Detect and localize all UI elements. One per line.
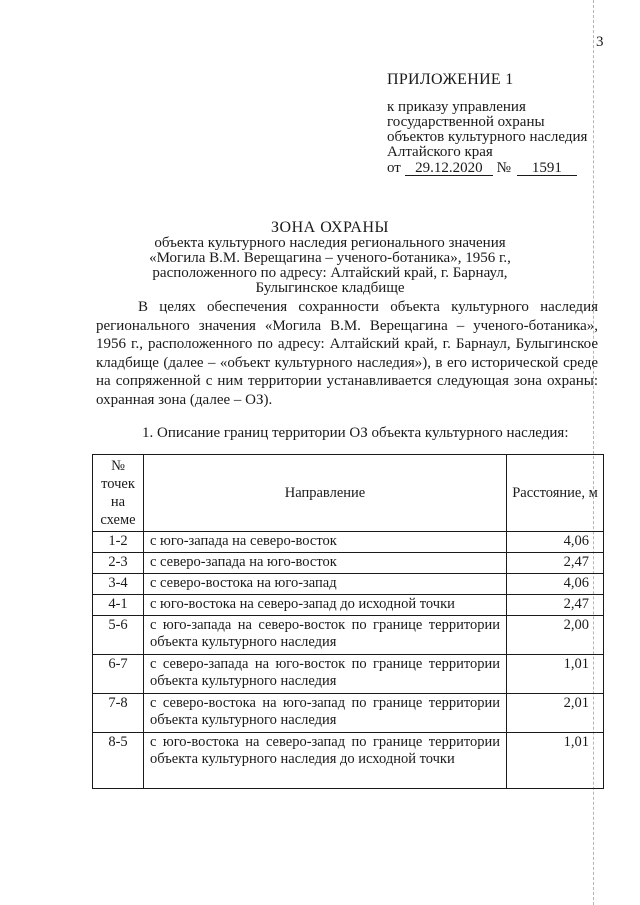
zone-heading [130,220,530,296]
header-distance: Расстояние, м [507,455,604,532]
zone-title: ЗОНА ОХРАНЫ [271,219,389,236]
section-title: 1. Описание границ территории ОЗ объекта культурного наследия: [142,425,569,441]
table-row [93,733,604,789]
cell-points: 5-6 [93,616,144,655]
appendix-block [387,72,587,176]
cell-points: 2-3 [93,553,144,574]
cell-points: 1-2 [93,532,144,553]
appendix-line: государственной охраны [387,114,545,130]
appendix-line: объектов культурного наследия [387,129,588,145]
cell-points: 8-5 [93,733,144,789]
cell-distance: 1,01 [507,733,604,789]
cell-distance: 1,01 [507,655,604,694]
zone-subtitle-line: Булыгинское кладбище [255,280,405,296]
intro-paragraph: В целях обеспечения сохранности объекта культурного наследия регионального значения «Могила В.М. Верещагина – ученого-ботаника», 1956 г., расположенного по адресу: Алтайский край, г. Барнаул, Булыгинское кладбище (далее – «объект культурного наследия»), в его исторической среде на сопряженной с ним территории устанавливается следующая зона охраны: охранная зона (далее – ОЗ). [96,299,598,408]
cell-points: 6-7 [93,655,144,694]
cell-direction: с северо-запада на юго-восток [144,553,507,574]
zone-subtitle-line: объекта культурного наследия регионального значения [154,235,506,251]
appendix-line: Алтайского края [387,144,493,160]
cell-distance: 2,00 [507,616,604,655]
cell-distance: 4,06 [507,574,604,595]
order-prefix: от [387,160,401,176]
cell-direction: с северо-востока на юго-запад по границе территории объекта культурного наследия [144,694,507,733]
order-number-label: № [496,160,511,176]
order-number: 1591 [517,162,577,176]
cell-distance: 2,47 [507,595,604,616]
cell-direction: с юго-востока на северо-запад по границе территории объекта культурного наследия до исходной точки [144,733,507,789]
table-row [93,694,604,733]
boundary-table [92,454,604,789]
table-row [93,595,604,616]
order-date: 29.12.2020 [405,162,493,176]
appendix-line: к приказу управления [387,99,526,115]
cell-distance: 4,06 [507,532,604,553]
page-number: 3 [596,34,604,50]
table-row [93,553,604,574]
cell-points: 3-4 [93,574,144,595]
cell-direction: с юго-запада на северо-восток по границе территории объекта культурного наследия [144,616,507,655]
zone-subtitle-line: расположенного по адресу: Алтайский край, г. Барнаул, [152,265,508,281]
table-row [93,616,604,655]
table-header-row [93,455,604,532]
table-row [93,574,604,595]
cell-direction: с юго-запада на северо-восток [144,532,507,553]
cell-points: 4-1 [93,595,144,616]
table-row [93,655,604,694]
header-points: № точек на схеме [93,455,144,532]
zone-subtitle-line: «Могила В.М. Верещагина – ученого-ботаника», 1956 г., [149,250,511,266]
cell-direction: с северо-запада на юго-восток по границе территории объекта культурного наследия [144,655,507,694]
table-row [93,532,604,553]
cell-direction: с северо-востока на юго-запад [144,574,507,595]
header-direction: Направление [144,455,507,532]
cell-distance: 2,01 [507,694,604,733]
cell-points: 7-8 [93,694,144,733]
appendix-title: ПРИЛОЖЕНИЕ 1 [387,71,514,88]
cell-direction: с юго-востока на северо-запад до исходной точки [144,595,507,616]
order-reference [387,161,587,176]
cell-distance: 2,47 [507,553,604,574]
